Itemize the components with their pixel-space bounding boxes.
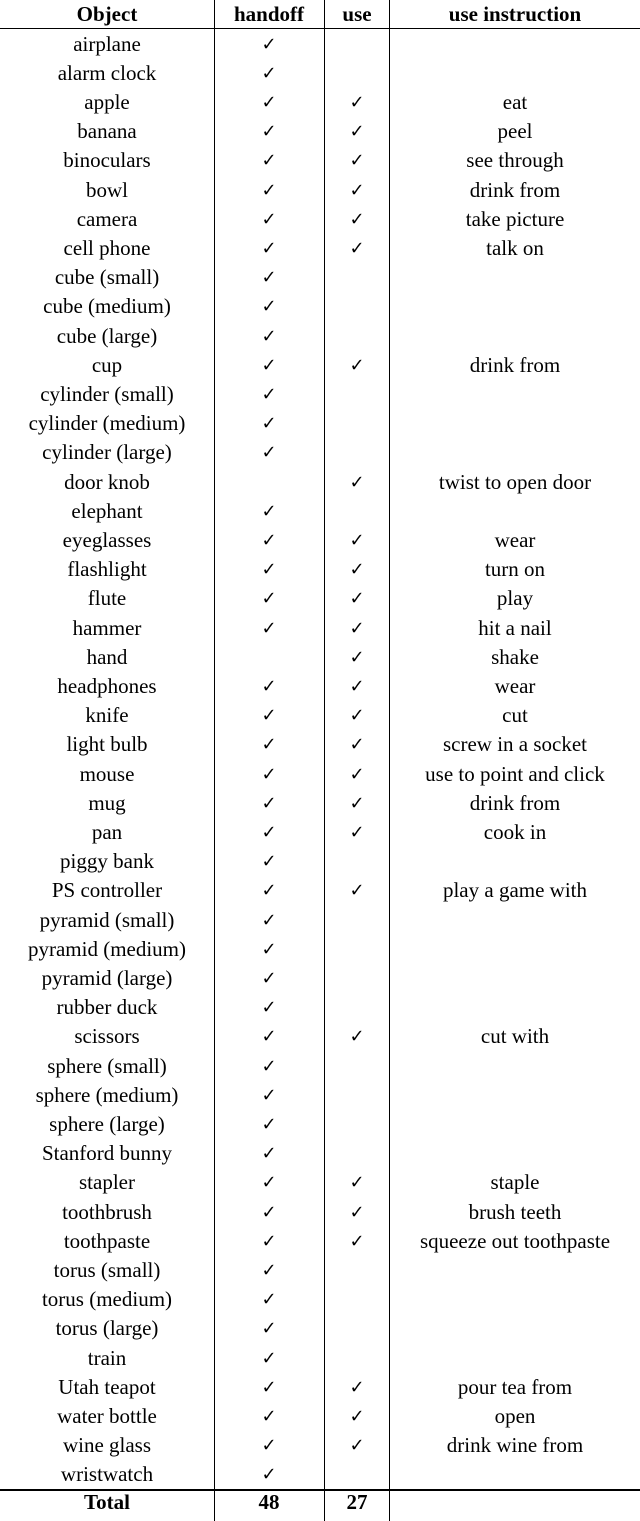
table-row bbox=[0, 701, 640, 730]
handoff-check: ✓ bbox=[261, 617, 277, 639]
table-row bbox=[0, 234, 640, 263]
object-name: elephant bbox=[71, 498, 143, 523]
object-name: torus (small) bbox=[53, 1257, 161, 1282]
use-instruction bbox=[390, 438, 640, 467]
use-instruction: wear bbox=[494, 527, 536, 552]
use-instruction bbox=[390, 1139, 640, 1168]
table-row bbox=[0, 409, 640, 438]
object-name: toothbrush bbox=[62, 1199, 152, 1224]
table-row bbox=[0, 1344, 640, 1373]
use-check: ✓ bbox=[349, 880, 365, 902]
handoff-check: ✓ bbox=[261, 1230, 277, 1252]
use-check: ✓ bbox=[349, 675, 365, 697]
object-name: apple bbox=[84, 89, 130, 114]
use-check bbox=[324, 497, 390, 526]
use-check bbox=[324, 292, 390, 321]
use-instruction: drink from bbox=[469, 790, 561, 815]
object-name: piggy bank bbox=[60, 849, 154, 874]
header-use-instruction: use instruction bbox=[448, 2, 582, 26]
column-rule bbox=[214, 0, 215, 1521]
object-name: knife bbox=[85, 703, 129, 728]
object-name: stapler bbox=[79, 1170, 135, 1195]
use-check: ✓ bbox=[349, 734, 365, 756]
table-row bbox=[0, 1431, 640, 1460]
table-row bbox=[0, 526, 640, 555]
object-name: pyramid (small) bbox=[39, 907, 175, 932]
use-check bbox=[324, 1110, 390, 1139]
handoff-check: ✓ bbox=[261, 1143, 277, 1165]
use-instruction: brush teeth bbox=[468, 1199, 562, 1224]
use-instruction: cut bbox=[502, 703, 528, 728]
use-instruction: open bbox=[494, 1403, 536, 1428]
header-handoff: handoff bbox=[233, 2, 305, 26]
use-check: ✓ bbox=[349, 91, 365, 113]
handoff-check: ✓ bbox=[261, 1026, 277, 1048]
table-row bbox=[0, 351, 640, 380]
column-rule bbox=[324, 0, 325, 1521]
use-check: ✓ bbox=[349, 121, 365, 143]
use-check bbox=[324, 1460, 390, 1489]
table-row bbox=[0, 1227, 640, 1256]
table-row bbox=[0, 117, 640, 146]
handoff-check: ✓ bbox=[261, 675, 277, 697]
use-instruction bbox=[390, 409, 640, 438]
table-row bbox=[0, 643, 640, 672]
use-instruction: staple bbox=[490, 1170, 540, 1195]
table-row bbox=[0, 263, 640, 292]
handoff-check: ✓ bbox=[261, 967, 277, 989]
object-name: torus (medium) bbox=[41, 1287, 173, 1312]
handoff-check: ✓ bbox=[261, 851, 277, 873]
handoff-check: ✓ bbox=[261, 150, 277, 172]
handoff-check: ✓ bbox=[261, 1347, 277, 1369]
header-object: Object bbox=[76, 2, 138, 26]
object-name: cube (small) bbox=[54, 265, 160, 290]
table-row bbox=[0, 59, 640, 88]
use-instruction bbox=[390, 1314, 640, 1343]
total-handoff: 48 bbox=[258, 1490, 280, 1514]
table-row bbox=[0, 584, 640, 613]
use-instruction: squeeze out toothpaste bbox=[419, 1228, 611, 1253]
handoff-check: ✓ bbox=[261, 208, 277, 230]
handoff-check: ✓ bbox=[261, 1405, 277, 1427]
use-instruction bbox=[390, 1344, 640, 1373]
handoff-check: ✓ bbox=[261, 938, 277, 960]
object-name: pyramid (large) bbox=[41, 965, 173, 990]
handoff-check: ✓ bbox=[261, 91, 277, 113]
use-check bbox=[324, 263, 390, 292]
use-check bbox=[324, 409, 390, 438]
use-check: ✓ bbox=[349, 559, 365, 581]
handoff-check: ✓ bbox=[261, 413, 277, 435]
table-row bbox=[0, 1402, 640, 1431]
table-row bbox=[0, 1256, 640, 1285]
use-instruction bbox=[390, 30, 640, 59]
use-instruction bbox=[390, 1285, 640, 1314]
use-check bbox=[324, 847, 390, 876]
use-instruction: cook in bbox=[483, 819, 547, 844]
use-instruction: drink from bbox=[469, 352, 561, 377]
table-row bbox=[0, 818, 640, 847]
handoff-check: ✓ bbox=[261, 62, 277, 84]
use-check bbox=[324, 906, 390, 935]
use-check: ✓ bbox=[349, 1435, 365, 1457]
use-check: ✓ bbox=[349, 588, 365, 610]
use-instruction bbox=[390, 1081, 640, 1110]
total-label: Total bbox=[84, 1490, 130, 1514]
use-instruction: eat bbox=[502, 89, 528, 114]
table-row bbox=[0, 964, 640, 993]
use-check: ✓ bbox=[349, 354, 365, 376]
object-name: binoculars bbox=[63, 148, 151, 173]
table-row bbox=[0, 30, 640, 59]
object-name: sphere (large) bbox=[49, 1111, 165, 1136]
object-name: light bulb bbox=[66, 732, 148, 757]
object-name: Utah teapot bbox=[58, 1374, 156, 1399]
use-instruction: twist to open door bbox=[438, 469, 592, 494]
use-check: ✓ bbox=[349, 1230, 365, 1252]
use-instruction bbox=[390, 847, 640, 876]
handoff-check: ✓ bbox=[261, 121, 277, 143]
use-instruction bbox=[390, 380, 640, 409]
use-instruction bbox=[390, 59, 640, 88]
handoff-check bbox=[214, 468, 324, 497]
header-row bbox=[0, 0, 640, 29]
table-row bbox=[0, 1373, 640, 1402]
table-row bbox=[0, 876, 640, 905]
use-check: ✓ bbox=[349, 792, 365, 814]
table-row bbox=[0, 672, 640, 701]
use-check bbox=[324, 1344, 390, 1373]
table-row bbox=[0, 614, 640, 643]
use-check: ✓ bbox=[349, 1201, 365, 1223]
handoff-check: ✓ bbox=[261, 997, 277, 1019]
use-check: ✓ bbox=[349, 471, 365, 493]
table-row bbox=[0, 1168, 640, 1197]
object-name: sphere (small) bbox=[47, 1053, 167, 1078]
object-name: banana bbox=[77, 119, 137, 144]
total-instruction bbox=[390, 1488, 640, 1517]
handoff-check: ✓ bbox=[261, 763, 277, 785]
object-name: cube (large) bbox=[56, 323, 158, 348]
use-instruction: screw in a socket bbox=[442, 732, 588, 757]
table-row bbox=[0, 205, 640, 234]
use-instruction bbox=[390, 964, 640, 993]
handoff-check: ✓ bbox=[261, 909, 277, 931]
table-row bbox=[0, 146, 640, 175]
use-check bbox=[324, 1052, 390, 1081]
use-check bbox=[324, 322, 390, 351]
handoff-check: ✓ bbox=[261, 500, 277, 522]
table-row bbox=[0, 1110, 640, 1139]
handoff-check: ✓ bbox=[261, 1318, 277, 1340]
use-check: ✓ bbox=[349, 821, 365, 843]
handoff-check: ✓ bbox=[261, 267, 277, 289]
use-check bbox=[324, 438, 390, 467]
table-row bbox=[0, 497, 640, 526]
object-name: toothpaste bbox=[63, 1228, 151, 1253]
table-row bbox=[0, 322, 640, 351]
table-row bbox=[0, 380, 640, 409]
handoff-check: ✓ bbox=[261, 1084, 277, 1106]
handoff-check: ✓ bbox=[261, 792, 277, 814]
object-name: torus (large) bbox=[55, 1316, 159, 1341]
table-row bbox=[0, 847, 640, 876]
object-name: cylinder (small) bbox=[40, 381, 174, 406]
use-instruction bbox=[390, 935, 640, 964]
use-instruction: play bbox=[496, 586, 534, 611]
use-instruction bbox=[390, 292, 640, 321]
object-name: headphones bbox=[57, 673, 157, 698]
use-check: ✓ bbox=[349, 1172, 365, 1194]
table-row bbox=[0, 1052, 640, 1081]
handoff-check: ✓ bbox=[261, 1172, 277, 1194]
table-row bbox=[0, 88, 640, 117]
use-instruction bbox=[390, 1110, 640, 1139]
handoff-check: ✓ bbox=[261, 442, 277, 464]
table-row bbox=[0, 935, 640, 964]
handoff-check: ✓ bbox=[261, 33, 277, 55]
use-instruction bbox=[390, 993, 640, 1022]
handoff-check: ✓ bbox=[261, 880, 277, 902]
object-name: camera bbox=[76, 206, 138, 231]
use-check bbox=[324, 1139, 390, 1168]
use-instruction: take picture bbox=[465, 206, 565, 231]
table-row bbox=[0, 1022, 640, 1051]
use-check: ✓ bbox=[349, 763, 365, 785]
handoff-check: ✓ bbox=[261, 1113, 277, 1135]
use-check: ✓ bbox=[349, 150, 365, 172]
object-name: alarm clock bbox=[57, 60, 157, 85]
handoff-check: ✓ bbox=[261, 383, 277, 405]
use-instruction: play a game with bbox=[442, 878, 588, 903]
table-row bbox=[0, 468, 640, 497]
table-row bbox=[0, 1314, 640, 1343]
use-check bbox=[324, 1081, 390, 1110]
use-instruction: wear bbox=[494, 673, 536, 698]
table-row bbox=[0, 993, 640, 1022]
handoff-check: ✓ bbox=[261, 1055, 277, 1077]
use-check bbox=[324, 380, 390, 409]
handoff-check: ✓ bbox=[261, 1289, 277, 1311]
handoff-check: ✓ bbox=[261, 529, 277, 551]
use-check: ✓ bbox=[349, 529, 365, 551]
handoff-check: ✓ bbox=[261, 1201, 277, 1223]
table-row bbox=[0, 789, 640, 818]
object-name: hammer bbox=[72, 615, 142, 640]
handoff-check bbox=[214, 643, 324, 672]
handoff-check: ✓ bbox=[261, 179, 277, 201]
object-name: rubber duck bbox=[56, 995, 158, 1020]
use-instruction bbox=[390, 906, 640, 935]
use-instruction: hit a nail bbox=[478, 615, 552, 640]
object-name: water bottle bbox=[57, 1403, 157, 1428]
object-name: wristwatch bbox=[60, 1462, 154, 1487]
use-instruction: use to point and click bbox=[425, 761, 605, 786]
use-instruction bbox=[390, 322, 640, 351]
use-instruction: shake bbox=[491, 644, 539, 669]
use-instruction: cut with bbox=[480, 1024, 550, 1049]
table-row bbox=[0, 730, 640, 759]
object-name: pan bbox=[91, 819, 123, 844]
table-row bbox=[0, 1139, 640, 1168]
handoff-check: ✓ bbox=[261, 588, 277, 610]
handoff-check: ✓ bbox=[261, 354, 277, 376]
handoff-check: ✓ bbox=[261, 559, 277, 581]
object-name: train bbox=[87, 1345, 127, 1370]
use-check: ✓ bbox=[349, 1405, 365, 1427]
use-check bbox=[324, 993, 390, 1022]
object-name: cup bbox=[91, 352, 123, 377]
use-instruction: turn on bbox=[484, 557, 546, 582]
object-name: cube (medium) bbox=[43, 294, 171, 319]
use-check: ✓ bbox=[349, 617, 365, 639]
object-name: flute bbox=[87, 586, 127, 611]
object-name: Stanford bunny bbox=[41, 1141, 173, 1166]
table-row bbox=[0, 438, 640, 467]
object-name: sphere (medium) bbox=[35, 1082, 179, 1107]
use-instruction: drink wine from bbox=[446, 1433, 584, 1458]
table-row bbox=[0, 1285, 640, 1314]
object-name: hand bbox=[86, 644, 128, 669]
use-check bbox=[324, 1314, 390, 1343]
handoff-check: ✓ bbox=[261, 325, 277, 347]
use-instruction: talk on bbox=[486, 235, 544, 260]
object-name: door knob bbox=[64, 469, 150, 494]
handoff-check: ✓ bbox=[261, 1464, 277, 1486]
use-check bbox=[324, 1285, 390, 1314]
use-instruction bbox=[390, 497, 640, 526]
table-row bbox=[0, 176, 640, 205]
handoff-check: ✓ bbox=[261, 734, 277, 756]
use-instruction: drink from bbox=[469, 177, 561, 202]
use-instruction: peel bbox=[497, 119, 533, 144]
object-name: pyramid (medium) bbox=[27, 936, 187, 961]
object-name: eyeglasses bbox=[62, 527, 152, 552]
handoff-check: ✓ bbox=[261, 821, 277, 843]
use-instruction bbox=[390, 1460, 640, 1489]
object-name: scissors bbox=[74, 1024, 140, 1049]
use-instruction: see through bbox=[466, 148, 564, 173]
use-check bbox=[324, 30, 390, 59]
use-check: ✓ bbox=[349, 1376, 365, 1398]
object-name: cylinder (medium) bbox=[28, 411, 186, 436]
table-row bbox=[0, 292, 640, 321]
table-row bbox=[0, 1198, 640, 1227]
handoff-check: ✓ bbox=[261, 705, 277, 727]
handoff-check: ✓ bbox=[261, 296, 277, 318]
use-check: ✓ bbox=[349, 179, 365, 201]
use-check bbox=[324, 1256, 390, 1285]
use-check: ✓ bbox=[349, 646, 365, 668]
handoff-check: ✓ bbox=[261, 1435, 277, 1457]
object-name: cell phone bbox=[63, 235, 151, 260]
object-name: bowl bbox=[86, 177, 128, 202]
object-name: cylinder (large) bbox=[42, 440, 172, 465]
use-check bbox=[324, 964, 390, 993]
object-name: wine glass bbox=[62, 1433, 152, 1458]
use-check: ✓ bbox=[349, 1026, 365, 1048]
use-instruction bbox=[390, 263, 640, 292]
use-instruction: pour tea from bbox=[457, 1374, 573, 1399]
handoff-check: ✓ bbox=[261, 237, 277, 259]
header-use: use bbox=[342, 2, 372, 26]
table-row bbox=[0, 1081, 640, 1110]
column-rule bbox=[389, 0, 390, 1521]
table-row bbox=[0, 1460, 640, 1489]
handoff-check: ✓ bbox=[261, 1376, 277, 1398]
object-name: mouse bbox=[79, 761, 135, 786]
total-use: 27 bbox=[346, 1490, 368, 1514]
object-name: mug bbox=[88, 790, 126, 815]
use-check: ✓ bbox=[349, 705, 365, 727]
use-check: ✓ bbox=[349, 237, 365, 259]
use-instruction bbox=[390, 1256, 640, 1285]
handoff-check: ✓ bbox=[261, 1259, 277, 1281]
table-row bbox=[0, 760, 640, 789]
table-row bbox=[0, 555, 640, 584]
object-name: PS controller bbox=[51, 878, 163, 903]
total-row bbox=[0, 1488, 640, 1517]
table-row bbox=[0, 906, 640, 935]
use-check: ✓ bbox=[349, 208, 365, 230]
object-name: flashlight bbox=[67, 557, 147, 582]
use-instruction bbox=[390, 1052, 640, 1081]
use-check bbox=[324, 59, 390, 88]
object-name: airplane bbox=[73, 31, 141, 56]
use-check bbox=[324, 935, 390, 964]
